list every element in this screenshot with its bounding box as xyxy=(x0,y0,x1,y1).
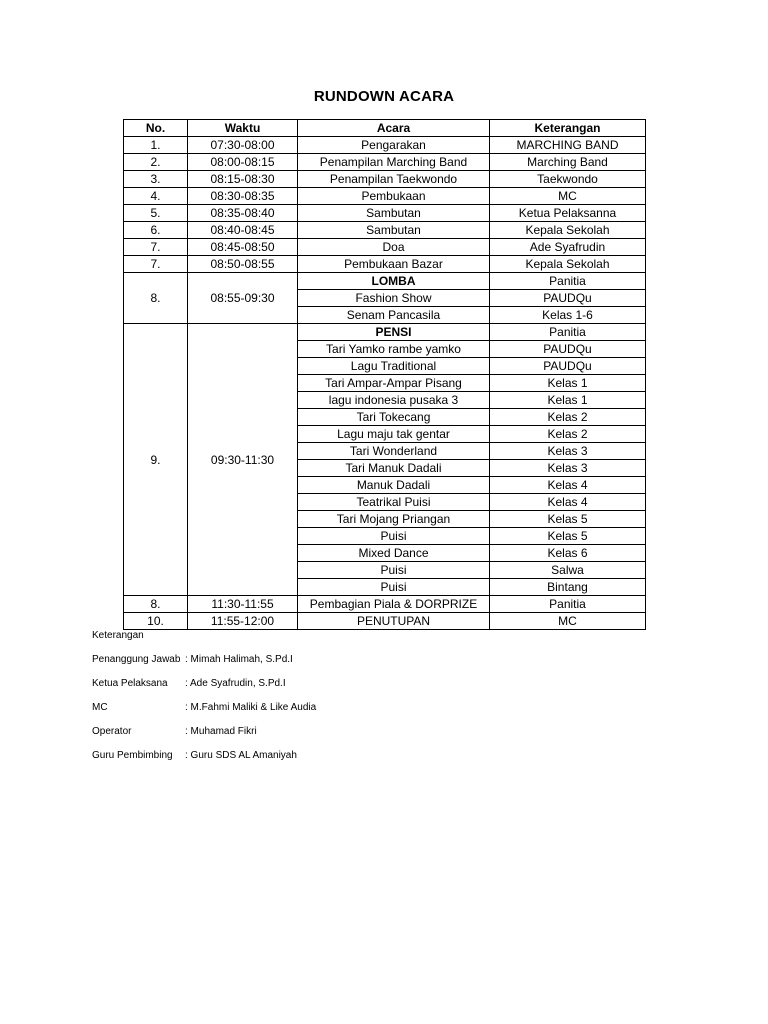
cell-keterangan: Ketua Pelaksanna xyxy=(490,205,646,222)
note-row xyxy=(92,750,316,762)
cell-waktu: 09:30-11:30 xyxy=(188,324,298,596)
cell-keterangan: Panitia xyxy=(490,273,646,290)
cell-acara: Puisi xyxy=(298,562,490,579)
note-label: Guru Pembimbing xyxy=(92,750,173,761)
note-row xyxy=(92,678,316,690)
cell-no: 8. xyxy=(124,596,188,613)
cell-keterangan: Bintang xyxy=(490,579,646,596)
cell-no: 8. xyxy=(124,273,188,324)
cell-keterangan: Salwa xyxy=(490,562,646,579)
note-row xyxy=(92,726,316,738)
note-value: : Guru SDS AL Amaniyah xyxy=(185,750,297,761)
note-row xyxy=(92,702,316,714)
table-row xyxy=(124,613,646,630)
cell-keterangan: MC xyxy=(490,188,646,205)
cell-keterangan: Kelas 1 xyxy=(490,375,646,392)
cell-acara: Fashion Show xyxy=(298,290,490,307)
cell-no: 7. xyxy=(124,256,188,273)
cell-acara: Tari Ampar-Ampar Pisang xyxy=(298,375,490,392)
header-waktu: Waktu xyxy=(188,120,298,137)
cell-no: 6. xyxy=(124,222,188,239)
header-acara: Acara xyxy=(298,120,490,137)
cell-no: 9. xyxy=(124,324,188,596)
cell-keterangan: PAUDQu xyxy=(490,290,646,307)
header-no: No. xyxy=(124,120,188,137)
note-label: Ketua Pelaksana xyxy=(92,678,168,689)
cell-keterangan: PAUDQu xyxy=(490,358,646,375)
cell-no: 7. xyxy=(124,239,188,256)
cell-acara: Lagu maju tak gentar xyxy=(298,426,490,443)
cell-acara-section: PENSI xyxy=(298,324,490,341)
cell-waktu: 08:15-08:30 xyxy=(188,171,298,188)
table-row xyxy=(124,239,646,256)
cell-keterangan: Kelas 3 xyxy=(490,460,646,477)
cell-acara: Tari Yamko rambe yamko xyxy=(298,341,490,358)
cell-keterangan: Kelas 5 xyxy=(490,528,646,545)
cell-acara: Tari Manuk Dadali xyxy=(298,460,490,477)
table-row xyxy=(124,222,646,239)
cell-waktu: 11:30-11:55 xyxy=(188,596,298,613)
cell-keterangan: Panitia xyxy=(490,596,646,613)
cell-no: 3. xyxy=(124,171,188,188)
cell-waktu: 08:40-08:45 xyxy=(188,222,298,239)
header-keterangan: Keterangan xyxy=(490,120,646,137)
table-row xyxy=(124,171,646,188)
note-label: MC xyxy=(92,702,108,713)
cell-keterangan: Ade Syafrudin xyxy=(490,239,646,256)
cell-acara: Pengarakan xyxy=(298,137,490,154)
cell-keterangan: Marching Band xyxy=(490,154,646,171)
cell-keterangan: Kelas 5 xyxy=(490,511,646,528)
table-row xyxy=(124,188,646,205)
cell-keterangan: Kelas 6 xyxy=(490,545,646,562)
cell-acara: lagu indonesia pusaka 3 xyxy=(298,392,490,409)
cell-acara: Sambutan xyxy=(298,205,490,222)
cell-waktu: 08:50-08:55 xyxy=(188,256,298,273)
note-value: : Muhamad Fikri xyxy=(185,726,257,737)
cell-keterangan: Taekwondo xyxy=(490,171,646,188)
cell-acara: Tari Wonderland xyxy=(298,443,490,460)
cell-acara: Lagu Traditional xyxy=(298,358,490,375)
cell-acara: Teatrikal Puisi xyxy=(298,494,490,511)
cell-keterangan: Kelas 1 xyxy=(490,392,646,409)
cell-keterangan: MC xyxy=(490,613,646,630)
cell-acara: Puisi xyxy=(298,579,490,596)
table-row xyxy=(124,137,646,154)
notes-list xyxy=(92,654,316,762)
cell-acara: Sambutan xyxy=(298,222,490,239)
cell-no: 10. xyxy=(124,613,188,630)
note-value: : Ade Syafrudin, S.Pd.I xyxy=(185,678,286,689)
notes-section xyxy=(92,630,316,774)
table-row xyxy=(124,205,646,222)
cell-acara: Pembagian Piala & DORPRIZE xyxy=(298,596,490,613)
notes-title: Keterangan xyxy=(92,630,144,641)
cell-acara: Puisi xyxy=(298,528,490,545)
cell-keterangan: Kelas 2 xyxy=(490,409,646,426)
table-header-row xyxy=(124,120,646,137)
cell-no: 5. xyxy=(124,205,188,222)
note-value: : M.Fahmi Maliki & Like Audia xyxy=(185,702,317,713)
cell-keterangan: Kelas 4 xyxy=(490,494,646,511)
table-row xyxy=(124,256,646,273)
cell-keterangan: Kelas 1-6 xyxy=(490,307,646,324)
cell-keterangan: Panitia xyxy=(490,324,646,341)
cell-acara: Tari Mojang Priangan xyxy=(298,511,490,528)
cell-acara: Mixed Dance xyxy=(298,545,490,562)
note-label: Operator xyxy=(92,726,132,737)
table-row xyxy=(124,324,646,341)
cell-waktu: 08:45-08:50 xyxy=(188,239,298,256)
cell-keterangan: Kepala Sekolah xyxy=(490,222,646,239)
table-row xyxy=(124,596,646,613)
cell-no: 1. xyxy=(124,137,188,154)
cell-acara: Senam Pancasila xyxy=(298,307,490,324)
cell-waktu: 08:55-09:30 xyxy=(188,273,298,324)
cell-acara: Penampilan Marching Band xyxy=(298,154,490,171)
rundown-table xyxy=(123,119,646,630)
cell-waktu: 08:30-08:35 xyxy=(188,188,298,205)
table-row xyxy=(124,154,646,171)
cell-keterangan: Kelas 4 xyxy=(490,477,646,494)
cell-acara: Manuk Dadali xyxy=(298,477,490,494)
table-row xyxy=(124,273,646,290)
cell-keterangan: Kelas 2 xyxy=(490,426,646,443)
cell-acara: PENUTUPAN xyxy=(298,613,490,630)
cell-acara: Pembukaan Bazar xyxy=(298,256,490,273)
note-row xyxy=(92,654,316,666)
cell-acara: Penampilan Taekwondo xyxy=(298,171,490,188)
cell-acara: Pembukaan xyxy=(298,188,490,205)
cell-waktu: 11:55-12:00 xyxy=(188,613,298,630)
cell-keterangan: Kepala Sekolah xyxy=(490,256,646,273)
cell-waktu: 08:00-08:15 xyxy=(188,154,298,171)
cell-acara: Doa xyxy=(298,239,490,256)
cell-acara-section: LOMBA xyxy=(298,273,490,290)
page-title: RUNDOWN ACARA xyxy=(313,88,455,105)
cell-keterangan: Kelas 3 xyxy=(490,443,646,460)
cell-no: 4. xyxy=(124,188,188,205)
note-value: : Mimah Halimah, S.Pd.I xyxy=(185,654,293,665)
cell-keterangan: PAUDQu xyxy=(490,341,646,358)
cell-no: 2. xyxy=(124,154,188,171)
cell-waktu: 07:30-08:00 xyxy=(188,137,298,154)
cell-keterangan: MARCHING BAND xyxy=(490,137,646,154)
note-label: Penanggung Jawab xyxy=(92,654,181,665)
table-body xyxy=(124,137,646,630)
cell-waktu: 08:35-08:40 xyxy=(188,205,298,222)
cell-acara: Tari Tokecang xyxy=(298,409,490,426)
